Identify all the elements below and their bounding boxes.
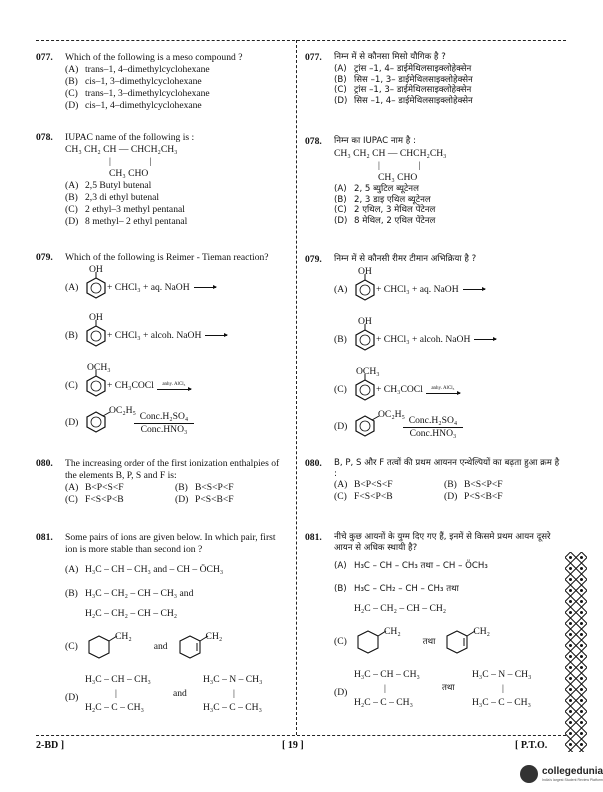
question-text: IUPAC name of the following is : [65, 132, 195, 143]
question-80 [36, 458, 288, 506]
reaction-option-a [334, 266, 554, 302]
option-text: 2 ethyl–3 methyl pentanal [85, 203, 185, 215]
option-text: H₃C – CH – CH₃ and – CH – ÖCH₃ [85, 563, 224, 575]
option-text: H₂C – CH₂ – CH – CH₂ [85, 607, 178, 619]
paper-code: 2-BD ] [36, 740, 65, 751]
question-text: Some pairs of ions are given below. In which pair, first ion is more stable than second ion ? [65, 532, 276, 555]
question-text: The increasing order of the first ionization enthalpies of the elements B, P, S and F is: [65, 458, 280, 481]
option-label: (A) [65, 179, 79, 191]
option-label: (D) [65, 215, 79, 227]
option-label: (D) [65, 417, 79, 428]
reagents: + CHCl₃ + aq. NaOH [376, 283, 459, 295]
option-label: (D) [334, 216, 348, 227]
page-number: [ 19 ] [282, 740, 304, 751]
ion-formula: H₂C – C – CH₃ [85, 701, 144, 713]
question-79 [36, 252, 288, 264]
logo-tagline: India's largest Student Review Platform [542, 778, 603, 783]
option-text: B<P<S<F [354, 479, 393, 491]
option-label: (D) [334, 686, 348, 698]
question-number: 077. [36, 52, 53, 63]
ion-formula: H₃C – C – CH₃ [472, 696, 531, 708]
option-text: H₃C – CH₂ – CH – CH₃ and [85, 587, 194, 599]
bond-lines: | | [378, 159, 439, 171]
ion-formula: H₃C – CH – CH₃ [85, 673, 151, 685]
option-text: and [153, 640, 168, 652]
arrow-icon [194, 287, 216, 288]
option-label: (B) [334, 333, 347, 345]
option-label: (C) [65, 203, 78, 215]
question-77-hindi [305, 52, 560, 107]
substituents: CH₃ CHO [109, 167, 149, 179]
question-number: 078. [36, 132, 53, 143]
reagent-top: Conc.H₂SO₄ [139, 410, 189, 422]
option-text: P<S<B<F [195, 493, 234, 505]
option-text: सिस –1, 3– डाईमेथिलसाइक्लोहेक्सेन [354, 74, 473, 85]
question-78-hindi [305, 136, 560, 227]
option-label: (D) [175, 493, 189, 505]
reagents: + CHCl₃ + alcoh. NaOH [107, 329, 202, 341]
question-text: Which of the following is a meso compound ? [65, 52, 243, 63]
option-label: (B) [334, 194, 347, 205]
option-text: H₂C – CH₂ – CH – CH₂ [354, 602, 447, 614]
reaction-option-b [334, 316, 554, 352]
option-text: trans–1, 4–dimethylcyclohexane [85, 63, 210, 75]
question-text: निम्न में से कौनसी रीमर टीमान अभिक्रिया है ? [334, 254, 477, 264]
bond-lines: | | [109, 155, 170, 167]
ion-formula: H₂C – C – CH₃ [354, 696, 413, 708]
option-text: cis–1, 3–dimethylcyclohexane [85, 75, 202, 87]
option-text: B<P<S<F [85, 481, 124, 493]
ion-label: CH₂ [384, 625, 401, 637]
catalyst-label: anhy. AlCl₃ [162, 382, 186, 388]
benzene-ring-icon [85, 276, 107, 300]
reaction-option-d [65, 405, 285, 436]
option-label: (A) [334, 183, 347, 194]
option-text: सिस –1, 4– डाईमेथिलसाइक्लोहेक्सेन [354, 96, 473, 107]
ion-formula: H₃C – C – CH₃ [203, 701, 262, 713]
arrow-icon [205, 335, 227, 336]
question-number: 080. [305, 458, 322, 469]
question-number: 081. [36, 532, 53, 543]
option-label: (A) [334, 479, 348, 491]
question-number: 079. [305, 254, 322, 265]
question-number: 081. [305, 532, 322, 543]
option-label: (C) [65, 379, 78, 391]
structural-formula: CH₃ CH₂ CH — CHCH₂CH₃ [65, 143, 178, 155]
option-label: (B) [65, 191, 78, 203]
option-label: (C) [334, 491, 347, 503]
reagents: + CH₃COCl [107, 379, 154, 391]
option-text: and [173, 687, 187, 699]
option-text: ट्रांस –1, 3– डाईमेथिलसाइक्लोहेक्सेन [354, 85, 472, 96]
benzene-ring-icon [354, 278, 376, 302]
reagents: + CHCl₃ + aq. NaOH [107, 281, 190, 293]
option-label: (C) [334, 635, 347, 647]
option-text: F<S<P<B [354, 491, 393, 503]
option-label: (D) [65, 99, 79, 111]
option-text: ट्रांस –1, 4– डाईमेथिलसाइक्लोहेक्सेन [354, 63, 472, 74]
option-text: 2, 3 डाइ एथिल ब्यूटेनल [354, 194, 431, 205]
option-text: B<S<P<F [464, 479, 503, 491]
option-text: B<S<P<F [195, 481, 234, 493]
decorative-border-pattern [565, 552, 587, 752]
collegedunia-logo [520, 765, 603, 783]
option-text: trans–1, 3–dimethylcyclohexane [85, 87, 210, 99]
option-label: (A) [65, 63, 79, 75]
option-label: (A) [334, 561, 347, 572]
arrow-icon [426, 393, 460, 394]
question-text: निम्न में से कौनसा मिसो यौगिक है ? [334, 52, 446, 62]
option-label: (C) [334, 85, 347, 96]
benzene-ring-icon [354, 378, 376, 402]
substituent-label: OCH₃ [356, 366, 380, 377]
ion-label: CH₂ [473, 625, 490, 637]
ion-formula: H₃C – CH – CH₃ [354, 668, 420, 680]
option-label: (D) [334, 421, 348, 432]
option-text: 2,5 Butyl butenal [85, 179, 152, 191]
option-label: (C) [334, 205, 347, 216]
substituent-label: OH [358, 266, 372, 277]
substituent-label: OH [89, 264, 103, 275]
reaction-option-a [65, 264, 285, 300]
option-label: (B) [334, 74, 347, 85]
reaction-option-c [65, 362, 285, 398]
question-text: B, P, S और F तत्वों की प्रथम आयनन एन्थेल्पियों का बढ़ता हुआ क्रम है : [334, 458, 560, 479]
structural-formula: CH₃ CH₂ CH — CHCH₂CH₃ [334, 147, 447, 159]
question-text: Which of the following is Reimer - Tieman reaction? [65, 252, 269, 263]
option-label: (C) [334, 383, 347, 395]
ion-formula: H₃C – N – CH₃ [472, 668, 532, 680]
logo-name: collegedunia [542, 765, 603, 777]
option-label: (B) [334, 584, 347, 595]
option-label: (A) [65, 281, 79, 293]
pto-label: [ P.T.O. [515, 740, 548, 751]
question-79-hindi [305, 254, 560, 266]
question-number: 079. [36, 252, 53, 263]
substituents: CH₃ CHO [378, 171, 418, 183]
question-78 [36, 132, 288, 228]
column-divider [296, 40, 297, 735]
reaction-option-d [334, 409, 554, 440]
option-text: 2, 5 ब्युटिल ब्यूटेनल [354, 183, 419, 194]
option-label: (C) [65, 87, 78, 99]
option-label: (C) [65, 640, 78, 652]
substituent-label: OH [358, 316, 372, 327]
question-number: 080. [36, 458, 53, 469]
reagents: + CH₃COCl [376, 383, 423, 395]
option-text: तथा [422, 636, 436, 647]
arrow-icon [463, 289, 485, 290]
reaction-option-b [65, 312, 285, 348]
separator-line [36, 735, 566, 736]
option-label: (A) [334, 283, 348, 295]
option-text: 8 methyl– 2 ethyl pentanal [85, 215, 188, 227]
option-text: तथा [442, 682, 455, 693]
option-text: F<S<P<B [85, 493, 124, 505]
ion-formula: H₃C – N – CH₃ [203, 673, 263, 685]
question-number: 078. [305, 136, 322, 147]
option-label: (B) [65, 587, 78, 599]
option-text: 2 एथिल, 3 मेथिल पेंटेनल [354, 205, 436, 216]
option-text: H₃C – CH₂ – CH – CH₃ तथा [354, 584, 459, 595]
option-label: (A) [65, 563, 79, 575]
question-number: 077. [305, 52, 322, 63]
option-label: (B) [175, 481, 188, 493]
benzene-ring-icon [354, 328, 376, 352]
reagent-bottom: Conc.HNO₃ [140, 423, 188, 435]
reagent-bottom: Conc.HNO₃ [409, 427, 457, 439]
substituent-label: OH [89, 312, 103, 323]
option-text: H₃C – CH – CH₃ तथा – CH – ÖCH₃ [354, 561, 488, 572]
question-81-hindi: 081. नीचे कुछ आयनों के युग्म दिए गए हैं, इनमें से किसमे प्रथम आयन दूसरे आयन से अधिक स्थायी है? (A) H₃C – CH – CH₃ तथा – CH – ÖCH₃ (B) H₃C – CH₂ – CH – CH₃ तथा H₂C – CH₂ – CH – CH₂ (C) CH₂ तथा CH₂ (D) H₃C – CH – CH₃ H₃C – N – CH₃ | तथा | H₂C – C – CH₃ H₃C – C – CH₃ [305, 532, 560, 709]
option-label: (A) [334, 63, 347, 74]
reagent-top: Conc.H₂SO₄ [408, 414, 458, 426]
option-label: (B) [444, 479, 457, 491]
reaction-option-c [334, 366, 554, 402]
ion-label: CH₂ [205, 630, 223, 642]
substituent-label: OC₂H₅ [109, 405, 136, 416]
option-label: (D) [334, 96, 348, 107]
ion-label: CH₂ [115, 630, 132, 642]
option-text: 2,3 di ethyl butenal [85, 191, 160, 203]
option-label: (B) [65, 329, 78, 341]
question-80-hindi [305, 458, 560, 503]
catalyst-label: anhy. AlCl₃ [431, 386, 455, 392]
option-text: cis–1, 4–dimethylcyclohexane [85, 99, 202, 111]
arrow-icon [157, 389, 191, 390]
benzene-ring-icon [85, 374, 107, 398]
question-77 [36, 52, 288, 112]
substituent-label: OC₂H₅ [378, 409, 405, 420]
option-label: (A) [65, 481, 79, 493]
option-label: (C) [65, 493, 78, 505]
question-text: निम्न का IUPAC नाम है : [334, 136, 416, 146]
substituent-label: OCH₃ [87, 362, 111, 373]
question-text: नीचे कुछ आयनों के युग्म दिए गए हैं, इनमें से किसमे प्रथम आयन दूसरे आयन से अधिक स्थायी है? [334, 532, 551, 553]
option-text: 8 मेथिल, 2 एथिल पेंटेनल [354, 216, 436, 227]
logo-icon [520, 765, 538, 783]
arrow-icon [474, 339, 496, 340]
question-81: 081. Some pairs of ions are given below. In which pair, first ion is more stable than second ion ? (A) H₃C – CH – CH₃ and – CH – ÖCH₃ (B) H₃C – CH₂ – CH – CH₃ and H₂C – CH₂ – CH – CH₂ (C) CH₂ and CH₂ (D) H₃C – CH – CH₃ H₃C – N – CH₃ | and | H₂C – C – CH₃ H₃C – C – CH₃ [36, 532, 288, 714]
option-text: P<S<B<F [464, 491, 503, 503]
benzene-ring-icon [85, 324, 107, 348]
option-label: (D) [65, 691, 79, 703]
reagents: + CHCl₃ + alcoh. NaOH [376, 333, 471, 345]
separator-line [36, 40, 566, 41]
option-label: (D) [444, 491, 458, 503]
option-label: (B) [65, 75, 78, 87]
